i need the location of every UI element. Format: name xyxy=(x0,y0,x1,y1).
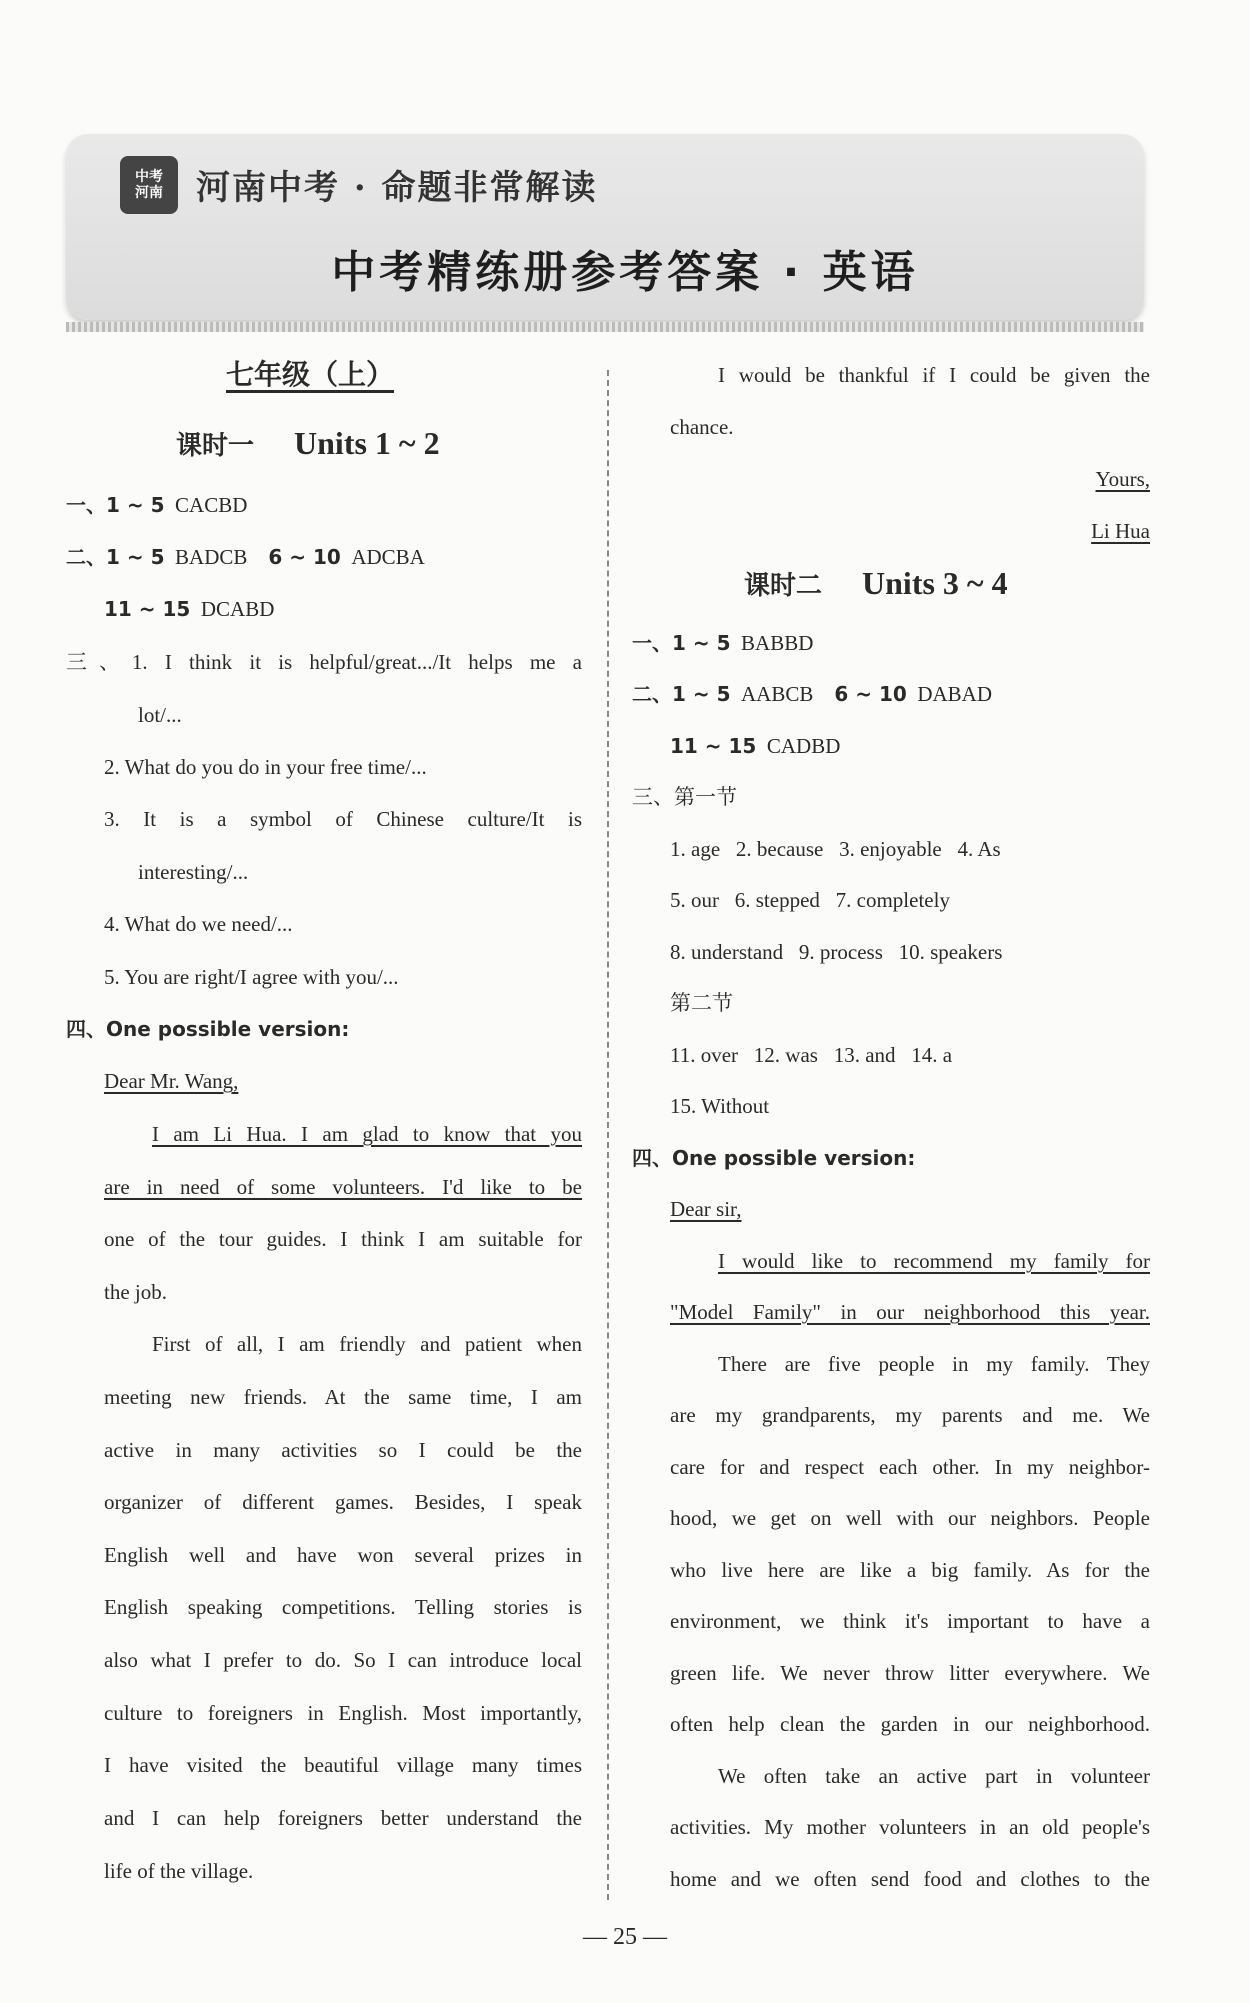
section-label: 一、1 ~ 5 xyxy=(632,631,731,655)
section-3-label: 三、第一节 xyxy=(632,785,737,809)
column-divider xyxy=(607,370,609,1900)
letter-line: life of the village. xyxy=(104,1859,254,1883)
letter-line: I have visited the beautiful village many times xyxy=(104,1753,582,1777)
s3-answer-4: 4. What do we need/... xyxy=(104,912,293,936)
letter-line: active in many activities so I could be the xyxy=(104,1438,582,1462)
letter-line: First of all, I am friendly and patient when xyxy=(152,1332,582,1356)
letter-line: the job. xyxy=(104,1280,167,1304)
letter-line: I would like to recommend my family for xyxy=(718,1249,1150,1273)
answer-key: BABBD xyxy=(741,631,814,655)
section-label: 二、1 ~ 5 xyxy=(66,545,165,569)
section-2-row-2 xyxy=(104,594,274,624)
section-2-row-1 xyxy=(632,679,992,709)
letter-closing: Yours, xyxy=(1095,467,1150,491)
letter-line: organizer of different games. Besides, I speak xyxy=(104,1490,582,1514)
letter-signature: Li Hua xyxy=(1091,519,1150,543)
cloze-row-1: 1. age 2. because 3. enjoyable 4. As xyxy=(670,837,1001,861)
range-label: 6 ~ 10 xyxy=(268,545,341,569)
s3-answer-5: 5. You are right/I agree with you/... xyxy=(104,965,399,989)
section-3-part-2-label: 第二节 xyxy=(670,991,733,1015)
section-1 xyxy=(66,490,247,520)
letter-line: care for and respect each other. In my neighbor- xyxy=(670,1455,1150,1479)
letter-line: also what I prefer to do. So I can introduce local xyxy=(104,1648,582,1672)
letter-line: English speaking competitions. Telling stories is xyxy=(104,1595,582,1619)
answer-key: AABCB xyxy=(741,682,814,706)
s3-answer-1: 三、1. I think it is helpful/great.../It helps me a xyxy=(66,650,582,674)
section-4-label: 四、One possible version: xyxy=(632,1146,916,1170)
letter-line: environment, we think it's important to have a xyxy=(670,1609,1150,1633)
answer-key: CADBD xyxy=(766,734,841,758)
letter-line: We often take an active part in volunteer xyxy=(718,1764,1150,1788)
page-number: — 25 — xyxy=(583,1924,667,1950)
s3-answer-3: 3. It is a symbol of Chinese culture/It is xyxy=(104,807,582,831)
lesson-heading xyxy=(744,565,1008,602)
letter-line: I would be thankful if I could be given the xyxy=(718,363,1150,387)
letter-line: "Model Family" in our neighborhood this year. xyxy=(670,1300,1150,1324)
header-stripe xyxy=(66,322,1144,332)
grade-heading: 七年级（上） xyxy=(226,358,395,391)
letter-line: hood, we get on well with our neighbors. People xyxy=(670,1506,1150,1530)
answer-key: DABAD xyxy=(917,682,992,706)
letter-line: home and we often send food and clothes to the xyxy=(670,1867,1150,1891)
range-label: 11 ~ 15 xyxy=(670,734,757,758)
answer-key: BADCB xyxy=(175,545,248,569)
s3-answer-3-cont: interesting/... xyxy=(138,860,249,884)
letter-greeting: Dear sir, xyxy=(670,1197,742,1221)
lesson-heading xyxy=(176,425,440,462)
letter-line: chance. xyxy=(670,415,734,439)
page-title: 中考精练册参考答案 · 英语 xyxy=(331,247,919,298)
lesson-units: Units 1 ~ 2 xyxy=(294,425,440,461)
answer-key: CACBD xyxy=(175,493,248,517)
cloze-row-3: 8. understand 9. process 10. speakers xyxy=(670,940,1003,964)
lesson-number: 课时二 xyxy=(744,571,823,601)
section-4-label: 四、One possible version: xyxy=(66,1017,350,1041)
letter-line: green life. We never throw litter everywhere. We xyxy=(670,1661,1150,1685)
lesson-units: Units 3 ~ 4 xyxy=(862,565,1008,601)
letter-line: who live here are like a big family. As for the xyxy=(670,1558,1150,1582)
lesson-number: 课时一 xyxy=(176,431,255,461)
letter-line: meeting new friends. At the same time, I am xyxy=(104,1385,582,1409)
letter-line: There are five people in my family. They xyxy=(718,1352,1150,1376)
range-label: 6 ~ 10 xyxy=(834,682,907,706)
logo-text: 中考 河南 xyxy=(135,169,163,201)
answer-key: DCABD xyxy=(200,597,275,621)
letter-greeting: Dear Mr. Wang, xyxy=(104,1069,239,1093)
s3-answer-1-cont: lot/... xyxy=(138,703,182,727)
section-label: 二、1 ~ 5 xyxy=(632,682,731,706)
section-label: 一、1 ~ 5 xyxy=(66,493,165,517)
series-subtitle: 河南中考 · 命题非常解读 xyxy=(196,168,598,208)
section-2-row-1 xyxy=(66,542,425,572)
s3-answer-2: 2. What do you do in your free time/... xyxy=(104,755,427,779)
letter-line: one of the tour guides. I think I am suitable for xyxy=(104,1227,582,1251)
section-2-row-2 xyxy=(670,731,840,761)
range-label: 11 ~ 15 xyxy=(104,597,191,621)
cloze-row-4: 11. over 12. was 13. and 14. a xyxy=(670,1043,953,1067)
letter-line: often help clean the garden in our neighborhood. xyxy=(670,1712,1150,1736)
answer-key: ADCBA xyxy=(351,545,425,569)
letter-line: I am Li Hua. I am glad to know that you xyxy=(152,1122,582,1146)
letter-line: activities. My mother volunteers in an old people's xyxy=(670,1815,1150,1839)
letter-line: are my grandparents, my parents and me. We xyxy=(670,1403,1150,1427)
cloze-row-2: 5. our 6. stepped 7. completely xyxy=(670,888,950,912)
cloze-row-5: 15. Without xyxy=(670,1094,770,1118)
letter-line: are in need of some volunteers. I'd like to be xyxy=(104,1175,582,1199)
letter-line: and I can help foreigners better understand the xyxy=(104,1806,582,1830)
publisher-logo xyxy=(120,156,178,214)
letter-line: culture to foreigners in English. Most importantly, xyxy=(104,1701,582,1725)
letter-line: English well and have won several prizes in xyxy=(104,1543,582,1567)
section-1 xyxy=(632,628,813,658)
